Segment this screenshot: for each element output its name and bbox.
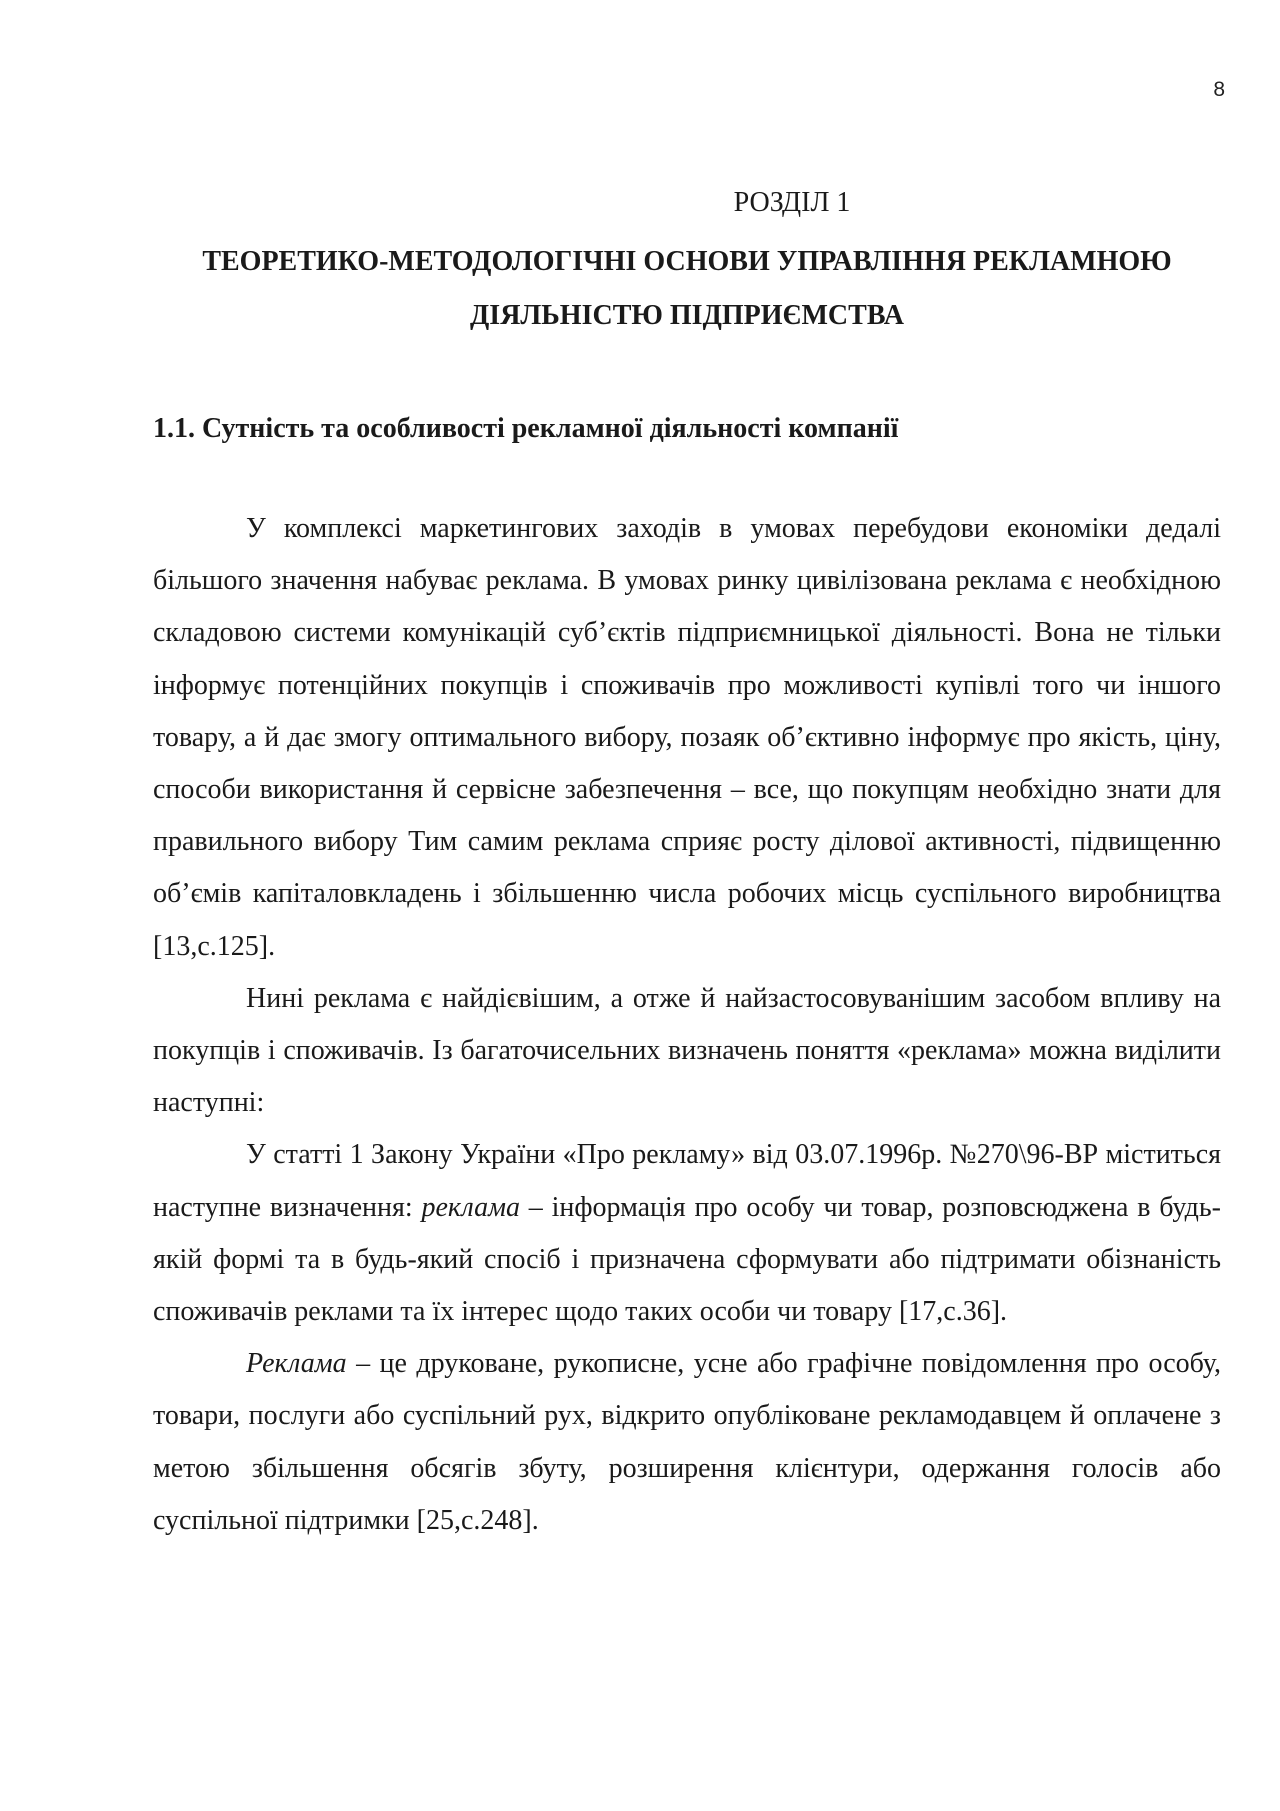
document-content	[153, 183, 1221, 1547]
page-number: 8	[1213, 78, 1225, 101]
body-text	[153, 503, 1221, 1547]
defined-term: реклама	[421, 1191, 520, 1223]
subsection-title: 1.1. Сутність та особливості рекламної діяльності компанії	[153, 413, 899, 444]
paragraph-3	[153, 1129, 1221, 1338]
paragraph-4	[153, 1338, 1221, 1547]
paragraph-3-intro: У статті 1 Закону України «Про рекламу» від 03.07.1996р. №270\96-ВР міститься наступне визначення:	[153, 1139, 1221, 1223]
paragraph-1: У комплексі маркетингових заходів в умовах перебудови економіки дедалі більшого значення набуває реклама. В умовах ринку цивілізована реклама є необхідною складовою системи комунікацій суб’єктів підприємницької діяльності. Вона не тільки інформує потенційних покупців і споживачів про можливості купівлі того чи іншого товару, а й дає змогу оптимального вибору, позаяк об’єктивно інформує про якість, ціну, способи використання й сервісне забезпечення – все, що покупцям необхідно знати для правильного вибору Тим самим реклама сприяє росту ділової активності, підвищенню об’ємів капіталовкладень і збільшенню числа робочих місць суспільного виробництва [13,с.125].	[153, 513, 1221, 962]
paragraph-2: Нині реклама є найдієвішим, а отже й найзастосовуванішим засобом впливу на покупців і споживачів. Із багаточисельних визначень поняття «реклама» можна виділити наступні:	[153, 982, 1221, 1119]
defined-term: Реклама	[246, 1348, 347, 1380]
section-label: РОЗДІЛ 1	[733, 187, 851, 218]
chapter-title: ТЕОРЕТИКО-МЕТОДОЛОГІЧНІ ОСНОВИ УПРАВЛІННЯ РЕКЛАМНОЮ ДІЯЛЬНІСТЮ ПІДПРИЄМСТВА	[202, 246, 1172, 331]
paragraph-4-definition: – це друковане, рукописне, усне або графічне повідомлення про особу, товари, послуги або суспільний рух, відкрито опубліковане рекламодавцем й оплачене з метою збільшення обсягів збуту, розширення клієнтури, одержання голосів або суспільної підтримки [25,с.248].	[153, 1348, 1221, 1536]
paragraph-3-definition: – інформація про особу чи товар, розповсюджена в будь-якій формі та в будь-який спосіб і призначена сформувати або підтримати обізнаність споживачів реклами та їх інтерес щодо таких особи чи товару [17,с.36].	[153, 1191, 1222, 1328]
